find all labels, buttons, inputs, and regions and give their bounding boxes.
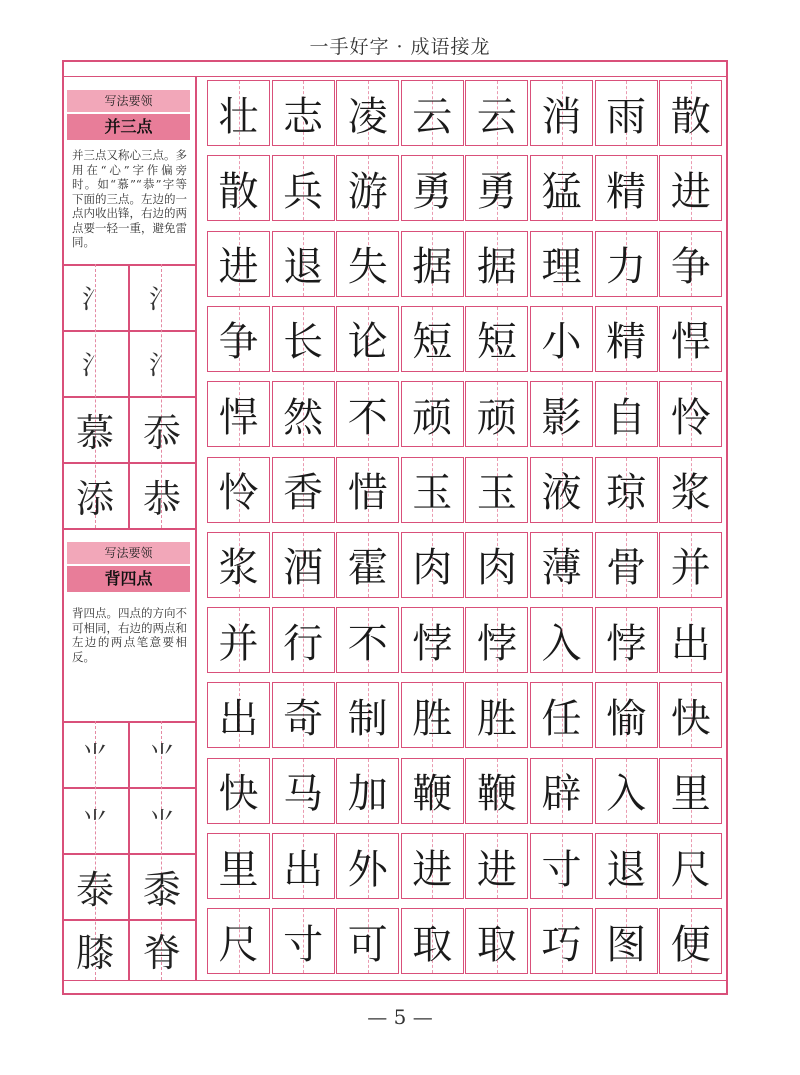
character-cell <box>465 381 528 447</box>
tip-stroke-name: 并三点 <box>67 114 190 140</box>
character-column <box>465 76 528 980</box>
character-cell <box>207 457 270 523</box>
character-cell <box>659 833 722 899</box>
character-glyph: 奇 <box>283 695 324 742</box>
character-glyph: 短 <box>412 319 453 366</box>
character-cell <box>659 381 722 447</box>
character-cell <box>595 231 658 297</box>
character-glyph: 里 <box>218 846 259 893</box>
character-column <box>207 76 270 980</box>
character-glyph: 勇 <box>412 168 453 215</box>
character-glyph: 出 <box>670 620 711 667</box>
character-cell <box>595 833 658 899</box>
sidebar <box>62 76 197 980</box>
stroke-example: 氵 <box>81 284 108 315</box>
character-cell <box>595 80 658 146</box>
character-cell <box>465 231 528 297</box>
character-glyph: 据 <box>476 244 517 291</box>
character-cell <box>207 908 270 974</box>
character-glyph: 然 <box>283 394 324 441</box>
character-glyph: 不 <box>347 620 388 667</box>
character-cell <box>272 532 335 598</box>
character-glyph: 短 <box>476 319 517 366</box>
character-cell <box>336 532 399 598</box>
character-cell <box>530 758 593 824</box>
character-cell <box>659 306 722 372</box>
character-cell <box>659 231 722 297</box>
character-cell <box>401 532 464 598</box>
character-cell <box>595 532 658 598</box>
page-number: — 5 — <box>367 1005 433 1029</box>
character-cell <box>207 607 270 673</box>
character-cell <box>401 908 464 974</box>
character-glyph: 进 <box>218 244 259 291</box>
character-glyph: 退 <box>606 846 647 893</box>
character-glyph: 薄 <box>541 545 582 592</box>
character-cell <box>465 758 528 824</box>
character-glyph: 加 <box>347 771 388 818</box>
character-cell <box>530 231 593 297</box>
character-glyph: 行 <box>283 620 324 667</box>
character-glyph: 出 <box>283 846 324 893</box>
tip-description: 并三点又称心三点。多用在“心”字作偏旁时。如“慕”“恭”字等下面的三点。左边的一点内收出锋，右边的两点要一轻一重，避免雷同。 <box>72 148 187 249</box>
character-glyph: 退 <box>283 244 324 291</box>
character-glyph: 可 <box>347 921 388 968</box>
character-cell <box>465 833 528 899</box>
example-character: 忝 <box>142 410 181 455</box>
character-cell <box>336 457 399 523</box>
character-cell <box>207 306 270 372</box>
example-character: 脊 <box>142 931 181 975</box>
character-cell <box>595 758 658 824</box>
character-glyph: 进 <box>670 168 711 215</box>
character-glyph: 鞭 <box>476 771 517 818</box>
character-glyph: 怜 <box>218 470 259 516</box>
stroke-example: ⺌ <box>148 741 175 772</box>
character-cell <box>336 607 399 673</box>
character-cell <box>272 758 335 824</box>
character-cell <box>465 532 528 598</box>
character-cell <box>401 457 464 523</box>
character-cell <box>401 306 464 372</box>
tip-box-1 <box>62 76 195 264</box>
character-cell <box>530 381 593 447</box>
character-glyph: 雨 <box>606 93 647 140</box>
example-character: 膝 <box>75 931 114 975</box>
character-glyph: 散 <box>670 93 711 140</box>
character-glyph: 尺 <box>670 846 711 893</box>
character-cell <box>595 908 658 974</box>
character-glyph: 进 <box>412 846 453 893</box>
character-cell <box>272 306 335 372</box>
character-glyph: 悖 <box>606 620 647 667</box>
character-cell <box>336 908 399 974</box>
character-cell <box>659 607 722 673</box>
character-glyph: 尺 <box>218 921 259 968</box>
character-cell <box>336 833 399 899</box>
character-cell <box>336 231 399 297</box>
character-glyph: 肉 <box>476 545 517 592</box>
character-glyph: 壮 <box>218 93 259 140</box>
running-header: 一手好字 · 成语接龙 <box>309 36 491 58</box>
character-glyph: 据 <box>412 244 453 291</box>
character-glyph: 散 <box>218 168 259 215</box>
character-cell <box>336 758 399 824</box>
character-cell <box>530 908 593 974</box>
character-cell <box>272 381 335 447</box>
character-glyph: 便 <box>670 921 711 968</box>
character-glyph: 快 <box>218 771 259 818</box>
character-cell <box>659 908 722 974</box>
character-column <box>272 76 335 980</box>
character-glyph: 顽 <box>412 394 453 441</box>
character-cell <box>595 155 658 221</box>
character-glyph: 马 <box>283 771 324 818</box>
character-cell <box>595 381 658 447</box>
character-glyph: 云 <box>476 93 517 140</box>
character-cell <box>465 607 528 673</box>
character-glyph: 图 <box>606 921 647 968</box>
character-cell <box>207 155 270 221</box>
character-cell <box>336 381 399 447</box>
character-cell <box>401 155 464 221</box>
character-glyph: 惜 <box>347 470 388 516</box>
character-cell <box>530 457 593 523</box>
tip-stroke-name: 背四点 <box>67 566 190 592</box>
character-cell <box>336 682 399 748</box>
character-glyph: 力 <box>606 244 647 291</box>
stroke-example: 氵 <box>81 350 108 381</box>
character-cell <box>659 155 722 221</box>
character-glyph: 取 <box>412 921 453 968</box>
practice-grid-2 <box>62 721 195 980</box>
character-cell <box>465 155 528 221</box>
character-glyph: 理 <box>541 244 582 291</box>
character-cell <box>401 80 464 146</box>
character-glyph: 任 <box>541 695 582 742</box>
character-cell <box>401 758 464 824</box>
character-cell <box>530 155 593 221</box>
character-glyph: 胜 <box>476 695 517 742</box>
character-glyph: 肉 <box>412 545 453 592</box>
character-glyph: 精 <box>606 168 647 215</box>
character-cell <box>530 306 593 372</box>
character-cell <box>401 381 464 447</box>
character-glyph: 精 <box>606 319 647 366</box>
character-cell <box>272 80 335 146</box>
character-cell <box>401 607 464 673</box>
character-cell <box>465 457 528 523</box>
character-cell <box>659 682 722 748</box>
character-cell <box>659 457 722 523</box>
character-cell <box>530 682 593 748</box>
character-glyph: 外 <box>347 846 388 893</box>
character-glyph: 入 <box>541 620 582 667</box>
character-cell <box>336 306 399 372</box>
character-glyph: 取 <box>476 921 517 968</box>
character-cell <box>595 607 658 673</box>
character-cell <box>207 758 270 824</box>
character-cell <box>207 833 270 899</box>
character-glyph: 论 <box>347 319 388 366</box>
example-character: 添 <box>75 476 114 521</box>
character-glyph: 酒 <box>283 545 324 592</box>
example-character: 恭 <box>142 476 181 521</box>
character-cell <box>207 80 270 146</box>
character-glyph: 兵 <box>283 168 324 215</box>
character-glyph: 自 <box>606 394 647 441</box>
character-glyph: 入 <box>606 771 647 818</box>
character-cell <box>659 758 722 824</box>
character-glyph: 失 <box>347 244 388 291</box>
character-cell <box>272 607 335 673</box>
character-cell <box>207 231 270 297</box>
character-cell <box>272 908 335 974</box>
character-cell <box>401 833 464 899</box>
character-cell <box>336 155 399 221</box>
character-glyph: 勇 <box>476 168 517 215</box>
character-glyph: 制 <box>347 695 388 742</box>
character-cell <box>272 231 335 297</box>
character-column <box>659 76 722 980</box>
character-glyph: 并 <box>670 545 711 592</box>
character-glyph: 争 <box>218 319 259 366</box>
character-glyph: 并 <box>218 620 259 667</box>
character-glyph: 寸 <box>541 846 582 893</box>
tip-label: 写法要领 <box>67 90 190 112</box>
character-cell <box>465 306 528 372</box>
character-glyph: 出 <box>218 695 259 742</box>
character-glyph: 云 <box>412 93 453 140</box>
stroke-example: 氵 <box>148 350 175 381</box>
character-glyph: 快 <box>670 695 711 742</box>
character-cell <box>530 607 593 673</box>
stroke-example: 氵 <box>148 284 175 315</box>
idiom-chain-grid <box>207 76 724 980</box>
character-glyph: 琼 <box>606 470 647 516</box>
tip-label: 写法要领 <box>67 542 190 564</box>
character-glyph: 争 <box>670 244 711 291</box>
practice-grid-1 <box>62 264 195 528</box>
character-glyph: 小 <box>541 319 582 366</box>
character-glyph: 玉 <box>476 470 517 516</box>
character-cell <box>401 231 464 297</box>
character-glyph: 胜 <box>412 695 453 742</box>
character-glyph: 不 <box>347 394 388 441</box>
stroke-example: ⺌ <box>148 807 175 838</box>
character-column <box>595 76 658 980</box>
character-cell <box>530 532 593 598</box>
character-glyph: 骨 <box>606 545 647 592</box>
character-cell <box>595 306 658 372</box>
character-glyph: 液 <box>541 470 582 516</box>
character-glyph: 寸 <box>283 921 324 968</box>
stroke-example: ⺌ <box>81 741 108 772</box>
character-cell <box>207 682 270 748</box>
character-cell <box>659 80 722 146</box>
character-glyph: 浆 <box>670 470 711 516</box>
character-glyph: 愉 <box>606 695 647 742</box>
character-cell <box>595 682 658 748</box>
character-glyph: 志 <box>283 93 324 140</box>
character-cell <box>401 682 464 748</box>
stroke-example: ⺌ <box>81 807 108 838</box>
character-cell <box>530 833 593 899</box>
character-glyph: 怜 <box>670 394 711 441</box>
character-cell <box>595 457 658 523</box>
character-cell <box>465 682 528 748</box>
character-glyph: 游 <box>347 168 388 215</box>
example-character: 黍 <box>142 867 181 912</box>
character-glyph: 悖 <box>412 620 453 667</box>
character-glyph: 进 <box>476 846 517 893</box>
character-glyph: 猛 <box>541 168 582 215</box>
character-cell <box>465 908 528 974</box>
tip-description: 背四点。四点的方向不可相同，右边的两点和左边的两点笔意要相反。 <box>72 606 187 664</box>
example-character: 泰 <box>75 867 114 912</box>
character-glyph: 悍 <box>218 394 259 441</box>
character-glyph: 巧 <box>541 921 582 968</box>
character-cell <box>465 80 528 146</box>
character-column <box>336 76 399 980</box>
character-glyph: 长 <box>283 319 324 366</box>
character-glyph: 鞭 <box>412 771 453 818</box>
character-column <box>401 76 464 980</box>
example-character: 慕 <box>75 410 114 455</box>
character-cell <box>272 457 335 523</box>
character-glyph: 消 <box>541 93 582 140</box>
character-glyph: 辟 <box>541 771 582 818</box>
character-cell <box>336 80 399 146</box>
character-glyph: 顽 <box>476 394 517 441</box>
character-cell <box>207 381 270 447</box>
character-glyph: 凌 <box>347 93 388 140</box>
character-glyph: 悖 <box>476 620 517 667</box>
character-cell <box>272 155 335 221</box>
character-cell <box>659 532 722 598</box>
character-cell <box>272 833 335 899</box>
character-glyph: 霍 <box>347 545 388 592</box>
character-cell <box>530 80 593 146</box>
character-glyph: 浆 <box>218 545 259 592</box>
character-glyph: 影 <box>541 394 582 441</box>
character-glyph: 香 <box>283 470 324 516</box>
character-glyph: 玉 <box>412 470 453 516</box>
character-cell <box>207 532 270 598</box>
character-glyph: 悍 <box>670 319 711 366</box>
character-glyph: 里 <box>670 771 711 818</box>
character-cell <box>272 682 335 748</box>
character-column <box>530 76 593 980</box>
frame-bottom-line <box>62 980 728 981</box>
